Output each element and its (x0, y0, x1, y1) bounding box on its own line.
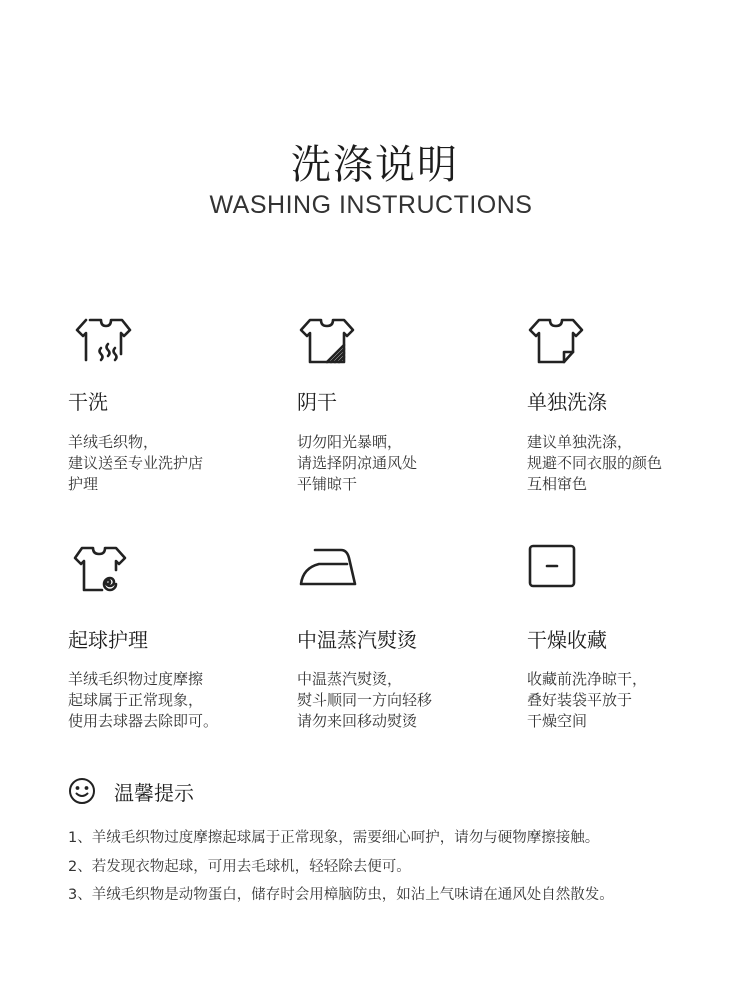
smiley-icon (68, 777, 96, 805)
care-card-title: 干燥收藏 (527, 628, 607, 652)
tip-item: 1、羊绒毛织物过度摩擦起球属于正常现象，需要细心呵护，请勿与硬物摩擦接触。 (68, 830, 600, 846)
tips-title: 温馨提示 (114, 781, 194, 805)
care-card-desc: 建议单独洗涤， 规避不同衣服的颜色 互相窜色 (527, 433, 663, 493)
dry-clean-shirt-icon (68, 312, 132, 368)
care-card-desc: 中温蒸汽熨烫， 熨斗顺同一方向轻移 请勿来回移动熨烫 (297, 670, 433, 730)
page-title: 洗涤说明 (291, 142, 459, 188)
pilling-care-shirt-icon (68, 540, 132, 596)
care-card-title: 中温蒸汽熨烫 (297, 628, 417, 652)
care-card-desc: 切勿阳光暴晒， 请选择阴凉通风处 平铺晾干 (297, 433, 418, 493)
shade-dry-shirt-icon (297, 312, 361, 368)
iron-icon (297, 540, 361, 596)
separate-wash-shirt-icon (527, 312, 591, 368)
care-card-desc: 羊绒毛织物， 建议送至专业洗护店 护理 (68, 433, 204, 493)
care-card-desc: 羊绒毛织物过度摩擦 起球属于正常现象， 使用去球器去除即可。 (68, 670, 219, 730)
care-card-title: 阴干 (297, 390, 337, 414)
care-card-title: 起球护理 (68, 628, 148, 652)
dry-storage-icon (527, 540, 591, 596)
tips-list (68, 824, 738, 910)
care-card-title: 干洗 (68, 390, 108, 414)
page-subtitle: WASHING INSTRUCTIONS (209, 191, 533, 219)
tip-item: 3、羊绒毛织物是动物蛋白，储存时会用樟脑防虫，如沾上气味请在通风处自然散发。 (68, 887, 614, 903)
care-card-title: 单独洗涤 (527, 390, 607, 414)
tips-header (68, 775, 368, 807)
tip-item: 2、若发现衣物起球，可用去毛球机，轻轻除去便可。 (68, 858, 411, 875)
care-card-desc: 收藏前洗净晾干， 叠好装袋平放于 干燥空间 (527, 670, 648, 730)
